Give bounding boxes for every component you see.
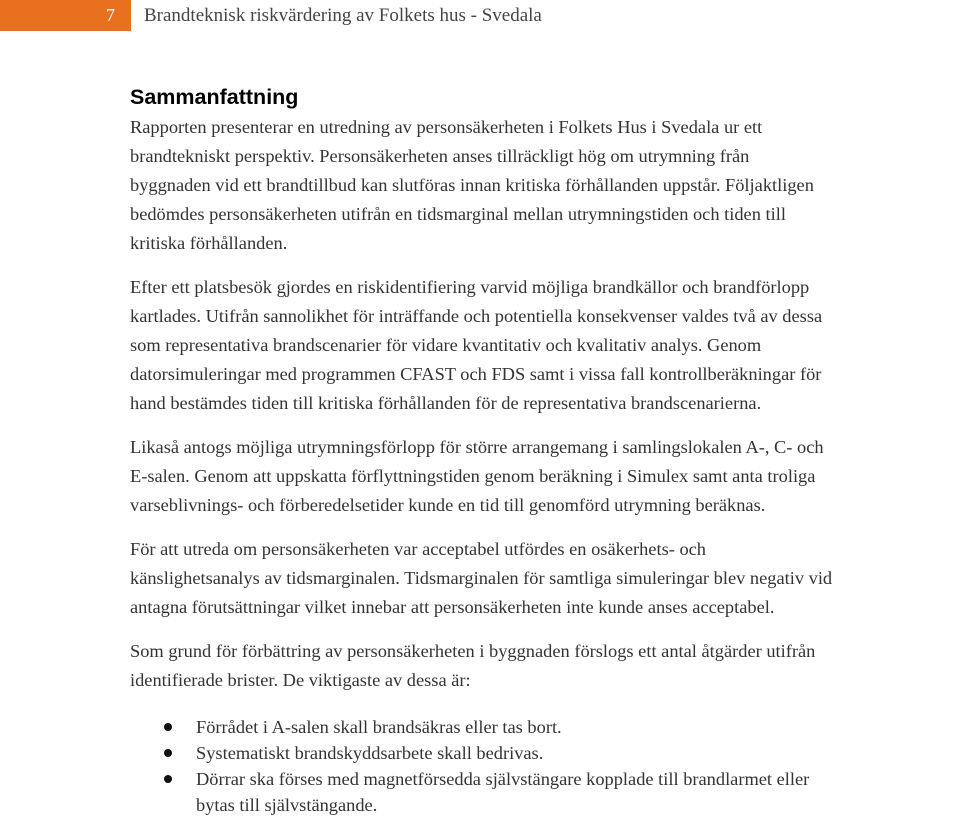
paragraph-line: brandtekniskt perspektiv. Personsäkerheten anses tillräckligt hög om utrymning från <box>130 146 750 166</box>
paragraph-line: E-salen. Genom att uppskatta förflyttningstiden genom beräkning i Simulex samt anta troliga <box>130 466 816 486</box>
paragraph-line: För att utreda om personsäkerheten var acceptabel utfördes en osäkerhets- och <box>130 539 707 559</box>
page-header <box>0 0 960 36</box>
paragraph-line: identifierade brister. De viktigaste av dessa är: <box>130 670 471 690</box>
list-item-text: Dörrar ska förses med magnetförsedda självstängare kopplade till brandlarmet eller <box>196 769 810 789</box>
list-item-text: Systematiskt brandskyddsarbete skall bedrivas. <box>196 743 544 763</box>
paragraph-line: Som grund för förbättring av personsäkerheten i byggnaden förslogs ett antal åtgärder utifrån <box>130 641 816 661</box>
paragraph-line: Likaså antogs möjliga utrymningsförlopp för större arrangemang i samlingslokalen A-, C- och <box>130 437 824 457</box>
paragraph-line: kritiska förhållanden. <box>130 233 288 253</box>
list-item <box>130 740 958 766</box>
section-heading: Sammanfattning <box>130 85 299 109</box>
bullet-icon <box>164 723 172 731</box>
paragraph-intro <box>130 113 958 258</box>
paragraph-risk-identification <box>130 273 958 418</box>
paragraph-evacuation <box>130 433 958 520</box>
paragraph-line: varseblivnings- och förberedelsetider kunde en tid till genomförd utrymning beräknas. <box>130 495 766 515</box>
paragraph-line: känslighetsanalys av tidsmarginalen. Tidsmarginalen för samtliga simuleringar blev negativ vid <box>130 568 833 588</box>
list-item-text: Förrådet i A-salen skall brandsäkras eller tas bort. <box>196 717 562 737</box>
paragraph-line: kartlades. Utifrån sannolikhet för inträffande och potentiella konsekvenser valdes två av dessa <box>130 306 823 326</box>
paragraph-line: antagna förutsättningar vilket innebar att personsäkerheten inte kunde anses acceptabel. <box>130 597 775 617</box>
header-title: Brandteknisk riskvärdering av Folkets hus - Svedala <box>144 5 542 26</box>
paragraph-uncertainty-analysis <box>130 535 958 622</box>
list-item <box>130 714 958 740</box>
list-item-text: bytas till självstängande. <box>196 795 378 815</box>
paragraph-line: datorsimuleringar med programmen CFAST och FDS samt i vissa fall kontrollberäkningar för <box>130 364 822 384</box>
paragraph-line: Rapporten presenterar en utredning av personsäkerheten i Folkets Hus i Svedala ur ett <box>130 117 763 137</box>
paragraph-measures <box>130 637 958 695</box>
paragraph-line: som representativa brandscenarier för vidare kvantitativ och kvalitativ analys. Genom <box>130 335 762 355</box>
page-number: 7 <box>0 0 131 31</box>
paragraph-line: Efter ett platsbesök gjordes en riskidentifiering varvid möjliga brandkällor och brandförlopp <box>130 277 810 297</box>
bullet-icon <box>164 775 172 783</box>
list-item <box>130 766 958 818</box>
paragraph-line: hand bestämdes tiden till kritiska förhållanden för de representativa brandscenarierna. <box>130 393 762 413</box>
measures-list <box>130 714 958 818</box>
paragraph-line: bedömdes personsäkerheten utifrån en tidsmarginal mellan utrymningstiden och tiden till <box>130 204 786 224</box>
bullet-icon <box>164 749 172 757</box>
document-body <box>130 80 958 818</box>
paragraph-line: byggnaden vid ett brandtillbud kan slutföras innan kritiska förhållanden uppstår. Följaktligen <box>130 175 814 195</box>
